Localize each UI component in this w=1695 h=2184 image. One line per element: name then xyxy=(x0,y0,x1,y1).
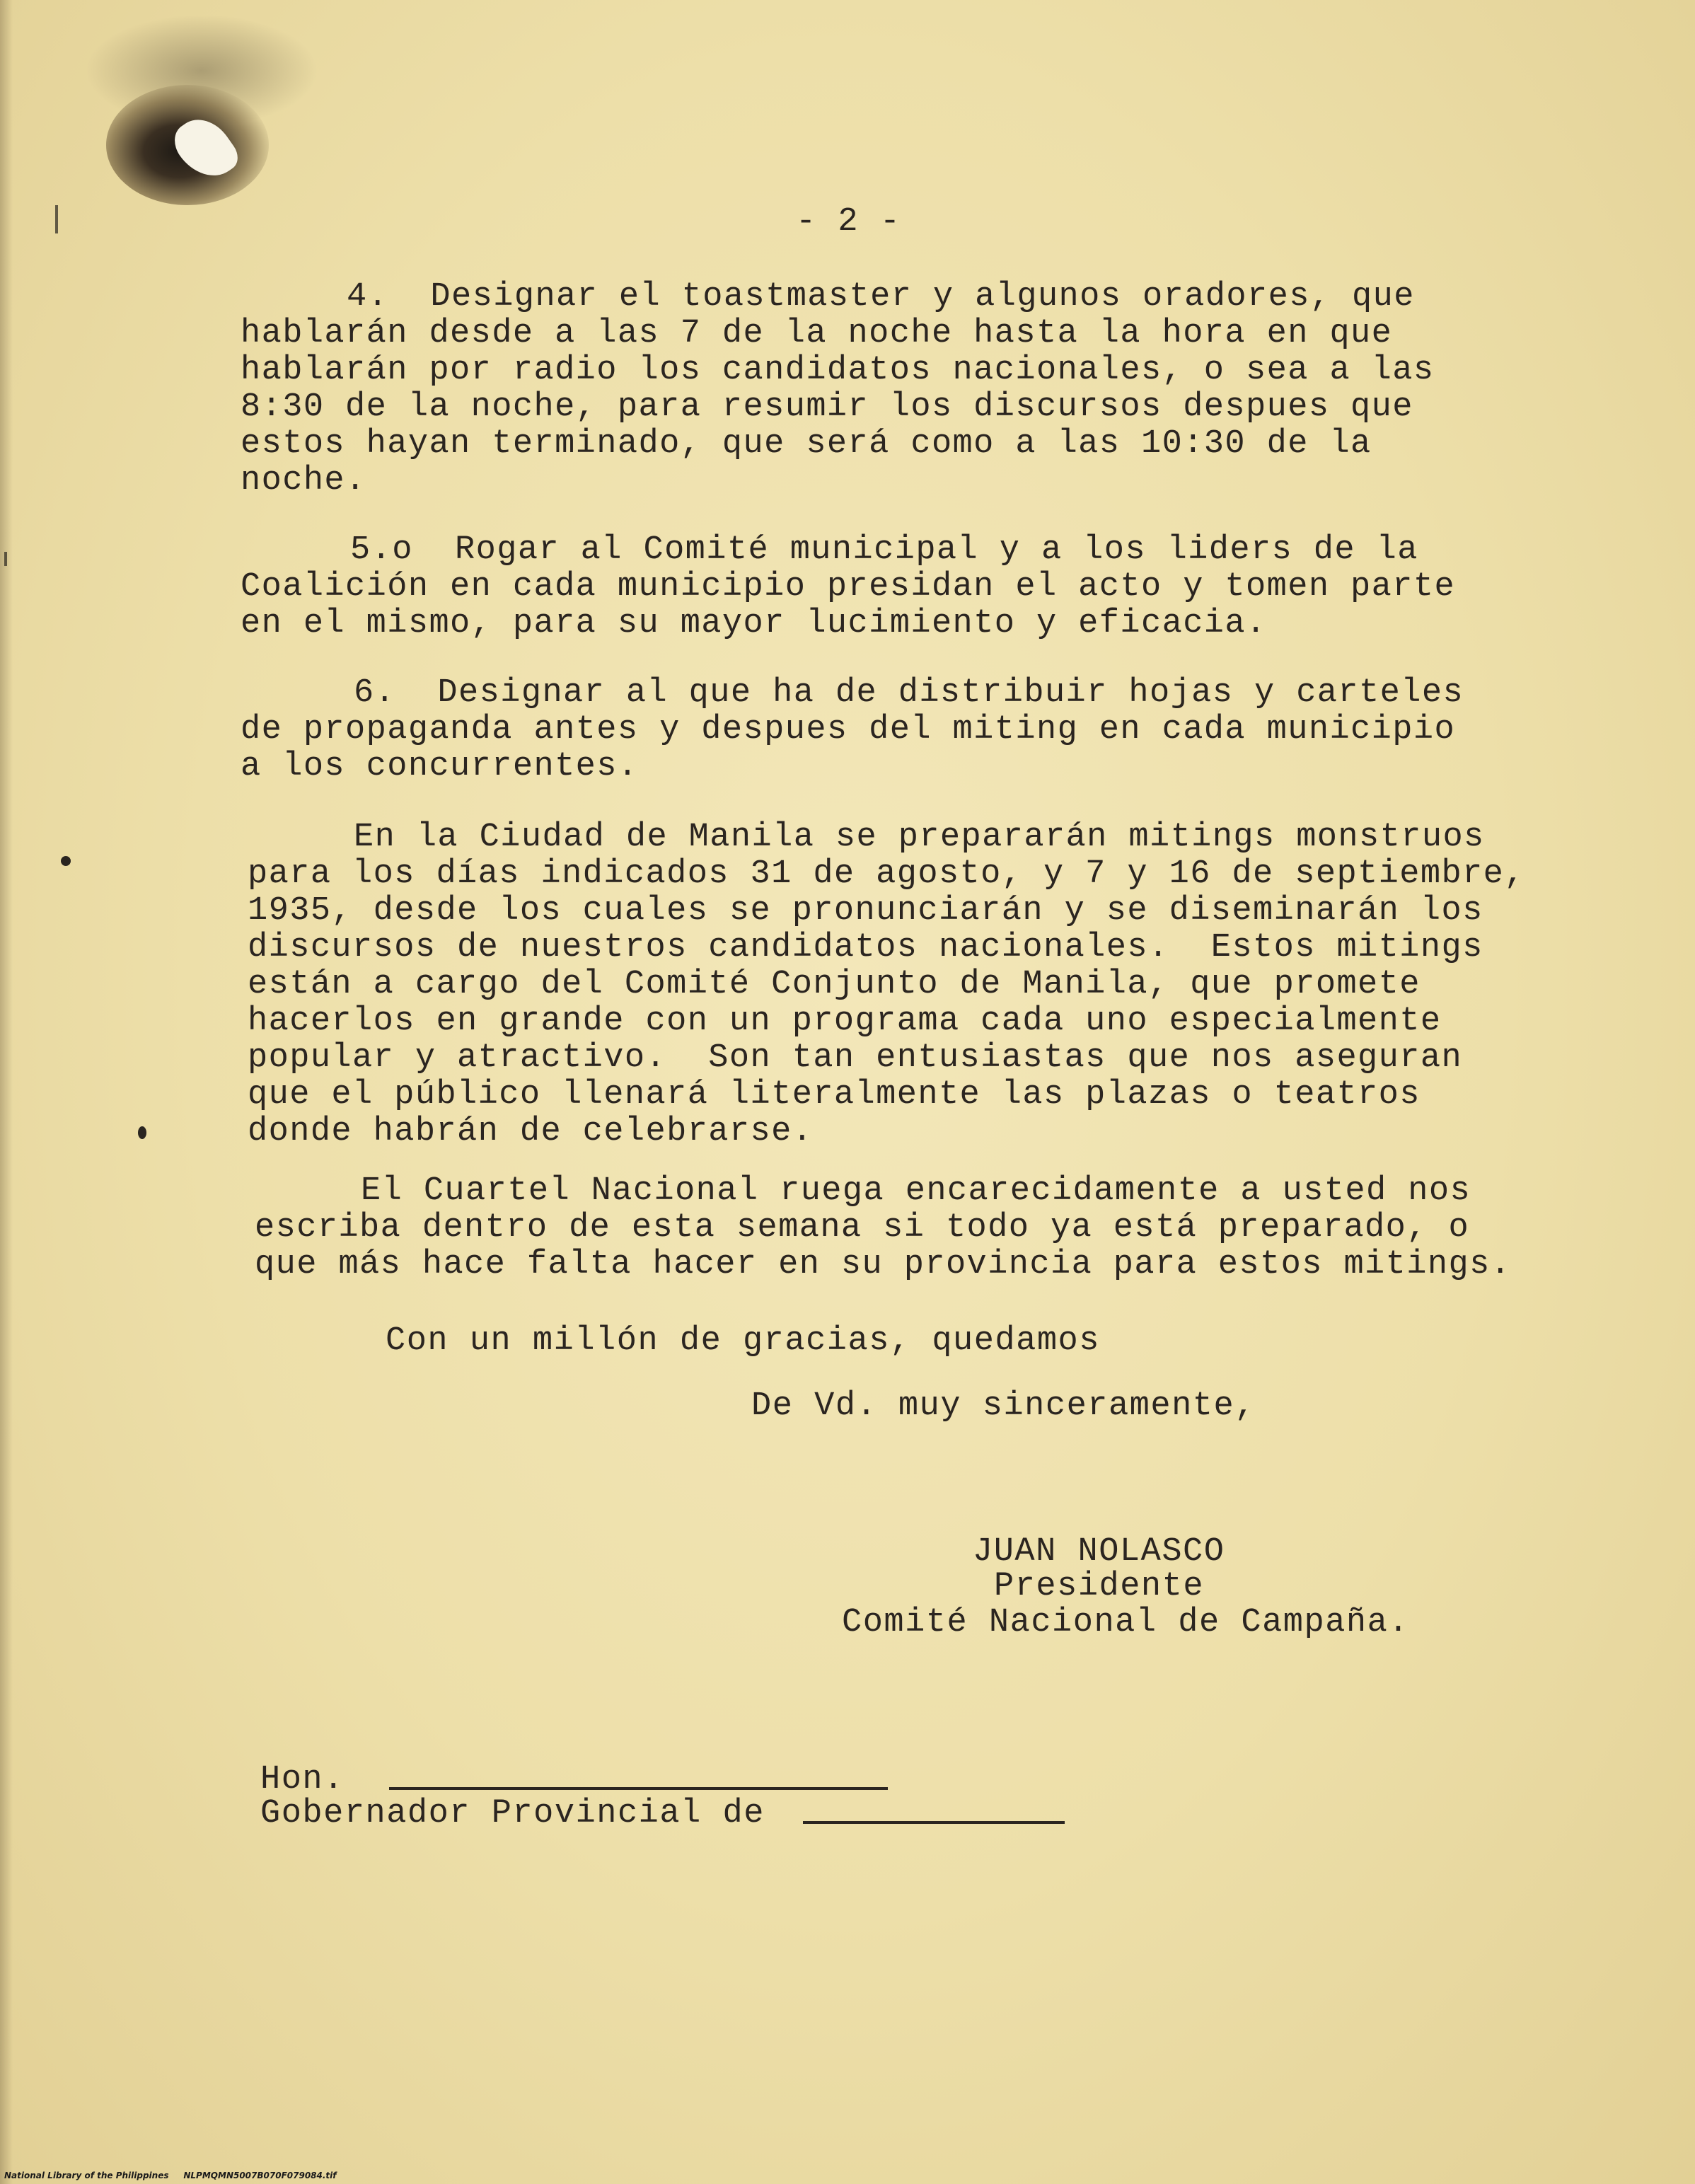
paragraph-manila xyxy=(248,819,1592,1150)
page-number: - 2 - xyxy=(796,203,901,241)
paragraph-item-6 xyxy=(241,675,1585,785)
text-line: En la Ciudad de Manila se prepararán mitings monstruos xyxy=(354,819,1485,856)
addressee-hon: Hon. xyxy=(260,1761,345,1798)
salutation: De Vd. muy sinceramente, xyxy=(751,1387,1256,1425)
text-line: 8:30 de la noche, para resumir los discursos despues que xyxy=(241,388,1413,426)
text-line: están a cargo del Comité Conjunto de Manila, que promete xyxy=(248,966,1421,1003)
closing-line: Con un millón de gracias, quedamos xyxy=(386,1322,1100,1360)
text-line: hablarán desde a las 7 de la noche hasta la hora en que xyxy=(241,315,1393,352)
text-line: El Cuartel Nacional ruega encarecidamente a usted nos xyxy=(361,1172,1471,1210)
paragraph-cuartel xyxy=(255,1173,1599,1283)
signature-organization: Comité Nacional de Campaña. xyxy=(842,1604,1410,1641)
edge-mark xyxy=(55,205,58,233)
text-line: hacerlos en grande con un programa cada uno especialmente xyxy=(248,1003,1442,1040)
text-line: a los concurrentes. xyxy=(241,748,639,785)
signature-title: Presidente xyxy=(994,1568,1205,1605)
text-line: en el mismo, para su mayor lucimiento y eficacia. xyxy=(241,605,1267,642)
text-line: que más hace falta hacer en su provincia para estos mitings. xyxy=(255,1246,1512,1283)
text-line: de propaganda antes y despues del miting en cada municipio xyxy=(241,711,1456,749)
text-line: 4. Designar el toastmaster y algunos oradores, que xyxy=(347,278,1415,316)
text-line: noche. xyxy=(241,462,366,499)
text-line: donde habrán de celebrarse. xyxy=(248,1113,814,1150)
text-line: hablarán por radio los candidatos nacionales, o sea a las xyxy=(241,352,1435,389)
ink-dot xyxy=(138,1126,146,1139)
text-line: popular y atractivo. Son tan entusiastas que nos aseguran xyxy=(248,1039,1463,1077)
text-line: discursos de nuestros candidatos nacionales. Estos mitings xyxy=(248,929,1483,966)
ink-dot xyxy=(61,856,71,866)
paragraph-item-4 xyxy=(241,279,1585,499)
text-line: 5.o Rogar al Comité municipal y a los liders de la xyxy=(350,531,1418,569)
signature-name: JUAN NOLASCO xyxy=(973,1533,1225,1571)
addressee-name-blank xyxy=(389,1787,888,1790)
text-line: escriba dentro de esta semana si todo ya está preparado, o xyxy=(255,1209,1470,1247)
page-edge-shadow xyxy=(0,0,13,2184)
text-line: para los días indicados 31 de agosto, y 7 y 16 de septiembre, xyxy=(248,855,1525,893)
paragraph-item-5 xyxy=(241,532,1585,642)
archive-footer: National Library of the Philippines NLPMQMN5007B070F079084.tif xyxy=(4,2171,337,2180)
addressee-title: Gobernador Provincial de xyxy=(260,1795,765,1832)
edge-mark xyxy=(4,552,7,566)
text-line: 6. Designar al que ha de distribuir hojas y carteles xyxy=(354,674,1464,712)
text-line: que el público llenará literalmente las plazas o teatros xyxy=(248,1076,1421,1114)
text-line: Coalición en cada municipio presidan el acto y tomen parte xyxy=(241,568,1456,606)
text-line: estos hayan terminado, que será como a las 10:30 de la xyxy=(241,425,1372,463)
text-line: 1935, desde los cuales se pronunciarán y se diseminarán los xyxy=(248,892,1483,930)
province-blank xyxy=(803,1821,1065,1824)
